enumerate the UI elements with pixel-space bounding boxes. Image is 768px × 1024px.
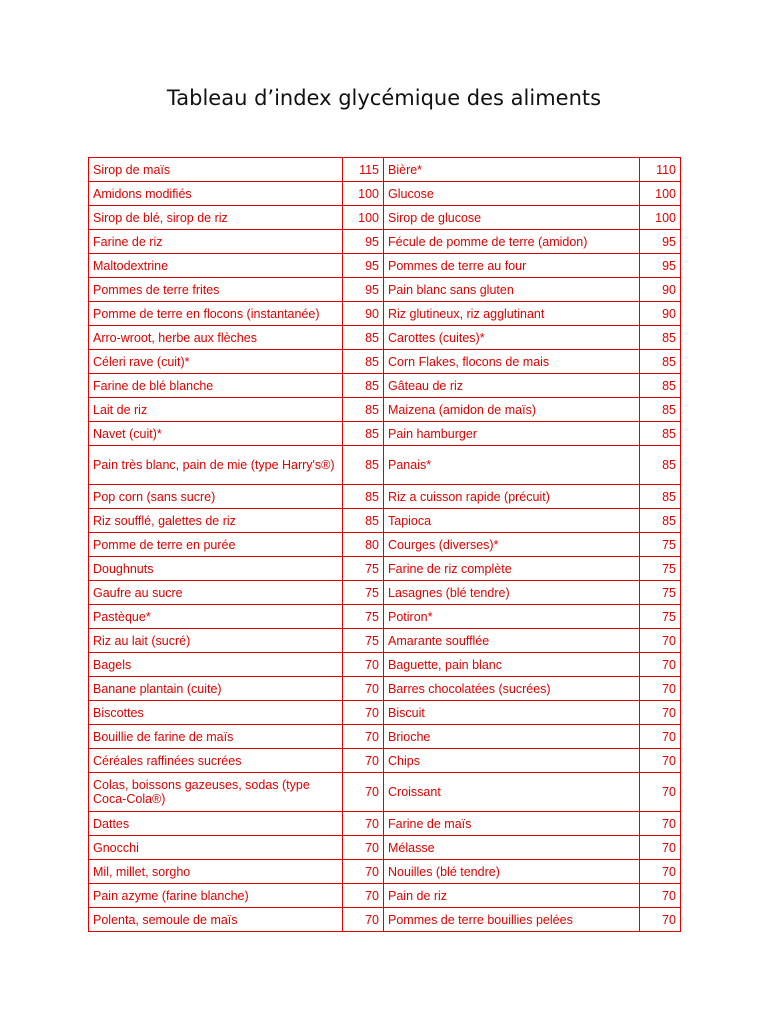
- gi-value-cell: 95: [343, 278, 384, 302]
- gi-value-cell: 85: [343, 398, 384, 422]
- food-name-cell: Bagels: [89, 653, 343, 677]
- gi-value-cell: 85: [343, 422, 384, 446]
- gi-value-cell: 70: [640, 908, 681, 932]
- gi-value-cell: 70: [343, 749, 384, 773]
- food-name-cell: Sirop de blé, sirop de riz: [89, 206, 343, 230]
- table-row: [89, 653, 681, 677]
- food-name-cell: Maltodextrine: [89, 254, 343, 278]
- gi-value-cell: 85: [640, 326, 681, 350]
- gi-value-cell: 85: [640, 446, 681, 485]
- food-name-cell: Arro-wroot, herbe aux flèches: [89, 326, 343, 350]
- food-name-cell: Bière*: [384, 158, 640, 182]
- food-name-cell: Sirop de glucose: [384, 206, 640, 230]
- table-row: [89, 254, 681, 278]
- page-title: Tableau d’index glycémique des aliments: [166, 86, 602, 110]
- gi-value-cell: 75: [343, 557, 384, 581]
- food-name-cell: Dattes: [89, 812, 343, 836]
- table-row: [89, 398, 681, 422]
- food-name-cell: Céleri rave (cuit)*: [89, 350, 343, 374]
- table-row: [89, 326, 681, 350]
- gi-value-cell: 95: [640, 230, 681, 254]
- table-row: [89, 581, 681, 605]
- gi-value-cell: 95: [343, 230, 384, 254]
- food-name-cell: Corn Flakes, flocons de mais: [384, 350, 640, 374]
- table-row: [89, 860, 681, 884]
- food-name-cell: Sirop de maïs: [89, 158, 343, 182]
- gi-value-cell: 70: [343, 653, 384, 677]
- food-name-cell: Colas, boissons gazeuses, sodas (type Coca-Cola®): [89, 773, 343, 812]
- table-row: [89, 485, 681, 509]
- food-name-cell: Nouilles (blé tendre): [384, 860, 640, 884]
- gi-value-cell: 85: [640, 374, 681, 398]
- food-name-cell: Lasagnes (blé tendre): [384, 581, 640, 605]
- gi-value-cell: 70: [640, 653, 681, 677]
- gi-value-cell: 85: [640, 398, 681, 422]
- gi-value-cell: 70: [640, 725, 681, 749]
- food-name-cell: Pain de riz: [384, 884, 640, 908]
- gi-value-cell: 75: [640, 581, 681, 605]
- food-name-cell: Riz soufflé, galettes de riz: [89, 509, 343, 533]
- food-name-cell: Riz a cuisson rapide (précuit): [384, 485, 640, 509]
- food-name-cell: Fécule de pomme de terre (amidon): [384, 230, 640, 254]
- food-name-cell: Pommes de terre bouillies pelées: [384, 908, 640, 932]
- gi-value-cell: 70: [343, 725, 384, 749]
- table-row: [89, 557, 681, 581]
- gi-value-cell: 95: [343, 254, 384, 278]
- food-name-cell: Céréales raffinées sucrées: [89, 749, 343, 773]
- gi-value-cell: 70: [343, 860, 384, 884]
- food-name-cell: Brioche: [384, 725, 640, 749]
- food-name-cell: Biscuit: [384, 701, 640, 725]
- food-name-cell: Gaufre au sucre: [89, 581, 343, 605]
- gi-value-cell: 75: [640, 533, 681, 557]
- food-name-cell: Gâteau de riz: [384, 374, 640, 398]
- gi-value-cell: 70: [343, 812, 384, 836]
- gi-value-cell: 70: [640, 677, 681, 701]
- food-name-cell: Pomme de terre en flocons (instantanée): [89, 302, 343, 326]
- gi-value-cell: 70: [343, 836, 384, 860]
- food-name-cell: Amarante soufflée: [384, 629, 640, 653]
- table-row: [89, 509, 681, 533]
- gi-value-cell: 70: [343, 908, 384, 932]
- food-name-cell: Polenta, semoule de maïs: [89, 908, 343, 932]
- gi-value-cell: 100: [640, 182, 681, 206]
- table-row: [89, 908, 681, 932]
- gi-value-cell: 75: [640, 605, 681, 629]
- gi-value-cell: 85: [343, 350, 384, 374]
- gi-value-cell: 110: [640, 158, 681, 182]
- table-body: [89, 158, 681, 932]
- table-row: [89, 629, 681, 653]
- food-name-cell: Farine de riz: [89, 230, 343, 254]
- gi-value-cell: 70: [640, 884, 681, 908]
- food-name-cell: Farine de blé blanche: [89, 374, 343, 398]
- gi-value-cell: 85: [640, 422, 681, 446]
- gi-value-cell: 75: [343, 629, 384, 653]
- food-name-cell: Farine de riz complète: [384, 557, 640, 581]
- food-name-cell: Pommes de terre au four: [384, 254, 640, 278]
- food-name-cell: Glucose: [384, 182, 640, 206]
- gi-value-cell: 70: [343, 701, 384, 725]
- food-name-cell: Pain azyme (farine blanche): [89, 884, 343, 908]
- gi-value-cell: 70: [640, 812, 681, 836]
- table-row: [89, 302, 681, 326]
- gi-value-cell: 90: [640, 302, 681, 326]
- food-name-cell: Doughnuts: [89, 557, 343, 581]
- food-name-cell: Pastèque*: [89, 605, 343, 629]
- gi-value-cell: 70: [640, 860, 681, 884]
- gi-value-cell: 85: [343, 326, 384, 350]
- food-name-cell: Riz au lait (sucré): [89, 629, 343, 653]
- food-name-cell: Courges (diverses)*: [384, 533, 640, 557]
- food-name-cell: Pop corn (sans sucre): [89, 485, 343, 509]
- gi-value-cell: 70: [343, 677, 384, 701]
- gi-value-cell: 85: [640, 350, 681, 374]
- gi-value-cell: 100: [343, 206, 384, 230]
- gi-value-cell: 70: [640, 749, 681, 773]
- gi-value-cell: 95: [640, 254, 681, 278]
- gi-value-cell: 75: [343, 605, 384, 629]
- gi-value-cell: 70: [640, 629, 681, 653]
- food-name-cell: Gnocchi: [89, 836, 343, 860]
- table-row: [89, 158, 681, 182]
- gi-value-cell: 85: [343, 446, 384, 485]
- table-row: [89, 725, 681, 749]
- gi-value-cell: 70: [343, 773, 384, 812]
- table-row: [89, 230, 681, 254]
- gi-value-cell: 90: [343, 302, 384, 326]
- table-row: [89, 701, 681, 725]
- gi-value-cell: 90: [640, 278, 681, 302]
- food-name-cell: Mil, millet, sorgho: [89, 860, 343, 884]
- table-row: [89, 446, 681, 485]
- table-row: [89, 533, 681, 557]
- gi-value-cell: 70: [640, 836, 681, 860]
- food-name-cell: Farine de maïs: [384, 812, 640, 836]
- gi-value-cell: 80: [343, 533, 384, 557]
- table-row: [89, 677, 681, 701]
- gi-value-cell: 85: [640, 485, 681, 509]
- food-name-cell: Baguette, pain blanc: [384, 653, 640, 677]
- table-row: [89, 374, 681, 398]
- food-name-cell: Potiron*: [384, 605, 640, 629]
- gi-value-cell: 100: [640, 206, 681, 230]
- table-row: [89, 350, 681, 374]
- food-name-cell: Pommes de terre frites: [89, 278, 343, 302]
- food-name-cell: Banane plantain (cuite): [89, 677, 343, 701]
- table-row: [89, 773, 681, 812]
- food-name-cell: Bouillie de farine de maïs: [89, 725, 343, 749]
- food-name-cell: Lait de riz: [89, 398, 343, 422]
- food-name-cell: Panais*: [384, 446, 640, 485]
- gi-value-cell: 85: [343, 485, 384, 509]
- food-name-cell: Pain très blanc, pain de mie (type Harry's®): [89, 446, 343, 485]
- table-row: [89, 206, 681, 230]
- food-name-cell: Maizena (amidon de maïs): [384, 398, 640, 422]
- food-name-cell: Pain hamburger: [384, 422, 640, 446]
- gi-value-cell: 70: [640, 701, 681, 725]
- gi-value-cell: 85: [640, 509, 681, 533]
- food-name-cell: Amidons modifiés: [89, 182, 343, 206]
- food-name-cell: Pomme de terre en purée: [89, 533, 343, 557]
- food-name-cell: Tapioca: [384, 509, 640, 533]
- table-row: [89, 605, 681, 629]
- food-name-cell: Pain blanc sans gluten: [384, 278, 640, 302]
- table-row: [89, 749, 681, 773]
- food-name-cell: Croissant: [384, 773, 640, 812]
- food-name-cell: Biscottes: [89, 701, 343, 725]
- food-name-cell: Riz glutineux, riz agglutinant: [384, 302, 640, 326]
- food-name-cell: Navet (cuit)*: [89, 422, 343, 446]
- food-name-cell: Barres chocolatées (sucrées): [384, 677, 640, 701]
- gi-value-cell: 75: [343, 581, 384, 605]
- gi-value-cell: 85: [343, 374, 384, 398]
- table-row: [89, 884, 681, 908]
- gi-value-cell: 70: [343, 884, 384, 908]
- gi-value-cell: 85: [343, 509, 384, 533]
- food-name-cell: Carottes (cuites)*: [384, 326, 640, 350]
- table-row: [89, 182, 681, 206]
- gi-value-cell: 100: [343, 182, 384, 206]
- gi-value-cell: 75: [640, 557, 681, 581]
- table-row: [89, 836, 681, 860]
- gi-value-cell: 115: [343, 158, 384, 182]
- table-row: [89, 278, 681, 302]
- table-row: [89, 422, 681, 446]
- food-name-cell: Chips: [384, 749, 640, 773]
- food-name-cell: Mélasse: [384, 836, 640, 860]
- table-row: [89, 812, 681, 836]
- gi-value-cell: 70: [640, 773, 681, 812]
- glycemic-index-table: [88, 157, 681, 932]
